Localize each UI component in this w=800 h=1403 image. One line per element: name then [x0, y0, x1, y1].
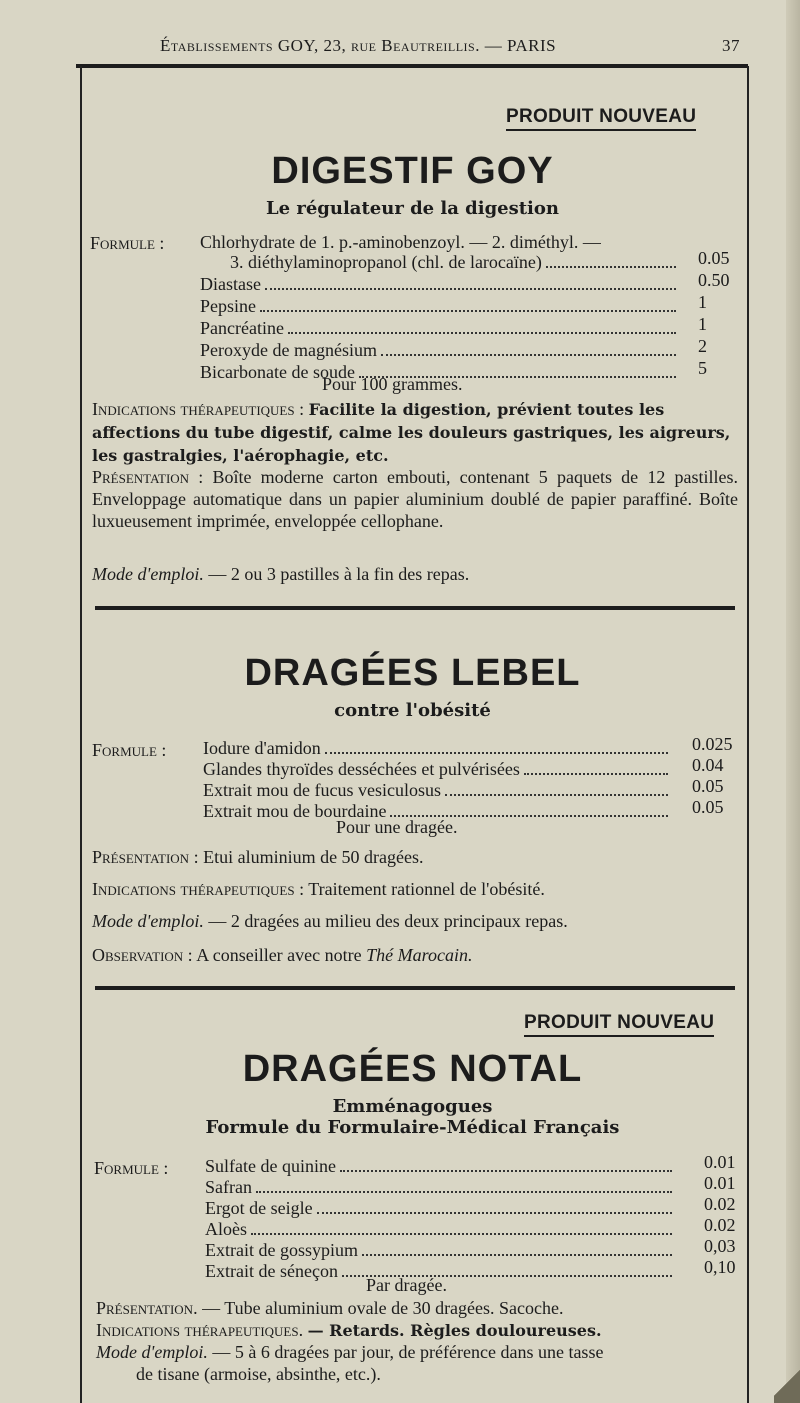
formula-item-name: Pancréatine — [200, 318, 284, 338]
indications-label: Indications thérapeutiques : — [92, 399, 305, 419]
leader-dots — [251, 1219, 672, 1235]
leader-dots — [325, 738, 668, 754]
mode-text: — 2 dragées au milieu des deux principaux repas. — [208, 911, 568, 931]
page-corner — [774, 1363, 800, 1403]
leader-dots — [340, 1156, 672, 1172]
formula-item-value: 0.01 — [704, 1152, 736, 1172]
new-product-badge: PRODUIT NOUVEAU — [506, 106, 696, 131]
observation-text: A conseiller avec notre — [196, 945, 362, 965]
formula-item-name: Safran — [205, 1177, 252, 1197]
formula-item — [200, 318, 680, 338]
mode-text: — 2 ou 3 pastilles à la fin des repas. — [208, 564, 470, 584]
product-title-digestif: DIGESTIF GOY — [271, 150, 554, 192]
indications — [96, 1320, 602, 1341]
formula-item-name: Diastase — [200, 274, 261, 294]
indications-label: Indications thérapeutiques. — [96, 1320, 304, 1340]
indications-text: — Retards. Règles douloureuses. — [307, 1321, 602, 1340]
formula-item — [205, 1156, 676, 1176]
presentation-label: Présentation : — [92, 847, 199, 867]
formula-item-name: Extrait mou de bourdaine — [203, 801, 387, 821]
formule-label: Formule : — [92, 740, 167, 760]
new-product-badge: PRODUIT NOUVEAU — [524, 1012, 714, 1037]
formula-item-value: 0,03 — [704, 1236, 736, 1256]
formula-item-value: 0.05 — [698, 248, 730, 268]
formula-quantity: Pour une dragée. — [336, 817, 458, 837]
formula-item-value: 1 — [698, 314, 707, 334]
page-edge — [786, 0, 800, 1403]
presentation-text: — Tube aluminium ovale de 30 dragées. Sacoche. — [202, 1298, 564, 1318]
formula-item-value: 0.05 — [692, 797, 724, 817]
formula-item — [200, 296, 680, 316]
presentation-label: Présentation. — [96, 1298, 198, 1318]
formula-item-value: 5 — [698, 358, 707, 378]
product-subtitle: Emménagogues — [332, 1096, 493, 1117]
product-subtitle: Le régulateur de la digestion — [265, 198, 559, 219]
formula-item-name: 3. diéthylaminopropanol (chl. de larocaïne) — [230, 252, 542, 272]
formula-item-name: Glandes thyroïdes desséchées et pulvérisées — [203, 759, 520, 779]
observation-label: Observation : — [92, 945, 193, 965]
mode-label: Mode d'emploi. — [92, 911, 204, 931]
mode-emploi — [92, 911, 568, 931]
formula-item — [205, 1240, 676, 1260]
leader-dots — [546, 252, 676, 268]
formule-label: Formule : — [90, 233, 165, 253]
presentation — [92, 847, 424, 867]
indications — [92, 398, 738, 467]
mode-label: Mode d'emploi. — [92, 564, 204, 584]
formula-item-name: Ergot de seigle — [205, 1198, 313, 1218]
indications — [92, 879, 545, 899]
formula-item-value: 2 — [698, 336, 707, 356]
presentation — [92, 466, 738, 532]
formula-item — [203, 780, 672, 800]
formula-item — [230, 252, 680, 272]
leader-dots — [362, 1240, 672, 1256]
formula-item-value: 0.04 — [692, 755, 724, 775]
formula-quantity: Par dragée. — [366, 1275, 447, 1295]
formula-item-name: Extrait de gossypium — [205, 1240, 358, 1260]
product-subtitle: contre l'obésité — [334, 700, 491, 721]
observation — [92, 945, 472, 965]
formule-label: Formule : — [94, 1158, 169, 1178]
leader-dots — [317, 1198, 672, 1214]
mode-text-continued: de tisane (armoise, absinthe, etc.). — [136, 1364, 381, 1384]
formula-item — [205, 1177, 676, 1197]
mode-label: Mode d'emploi. — [96, 1342, 208, 1362]
leader-dots — [260, 296, 676, 312]
formula-item — [203, 738, 672, 758]
indications-text: Traitement rationnel de l'obésité. — [308, 879, 545, 899]
indications-text: Facilite la digestion, prévient toutes les affections du tube digestif, calme les douleurs gastriques, les aigreurs, les gastralgies, l'aérophagie, etc. — [92, 400, 731, 465]
leader-dots — [256, 1177, 672, 1193]
formula-item-name: Bicarbonate de soude — [200, 362, 355, 382]
formula-item-value: 0.05 — [692, 776, 724, 796]
leader-dots — [265, 274, 676, 290]
leader-dots — [381, 340, 676, 356]
presentation-text: Boîte moderne carton embouti, contenant 5 paquets de 12 pastilles. Enveloppage automatique dans un papier aluminium doublé de papier paraffiné. Boîte luxueusement imprimée, enveloppée cellophane. — [92, 467, 738, 531]
product-title-lebel: DRAGÉES LEBEL — [244, 652, 581, 694]
presentation-text: Etui aluminium de 50 dragées. — [203, 847, 424, 867]
formula-item-value: 0,10 — [704, 1257, 736, 1277]
leader-dots — [288, 318, 676, 334]
formula-item-name: Pepsine — [200, 296, 256, 316]
leader-dots — [445, 780, 668, 796]
presentation — [96, 1298, 564, 1318]
presentation-label: Présentation : — [92, 467, 204, 487]
formula-item — [203, 759, 672, 779]
formula-item-value: 1 — [698, 292, 707, 312]
formula-item — [205, 1198, 676, 1218]
formula-item-value: 0.02 — [704, 1194, 736, 1214]
formula-item-name: Sulfate de quinine — [205, 1156, 336, 1176]
page-number: 37 — [722, 36, 740, 55]
formule-line: Chlorhydrate de 1. p.-aminobenzoyl. — 2. diméthyl. — — [200, 232, 601, 252]
formula-item-name: Extrait de séneçon — [205, 1261, 338, 1281]
formula-item — [200, 274, 680, 294]
section-divider — [95, 606, 735, 610]
formula-item-value: 0.025 — [692, 734, 733, 754]
formula-item-name: Iodure d'amidon — [203, 738, 321, 758]
formula-item-value: 0.02 — [704, 1215, 736, 1235]
mode-emploi — [92, 564, 469, 584]
mode-text: — 5 à 6 dragées par jour, de préférence dans une tasse — [212, 1342, 604, 1362]
product-subtitle-2: Formule du Formulaire-Médical Français — [205, 1117, 620, 1138]
formula-item-name: Peroxyde de magnésium — [200, 340, 377, 360]
product-title-notal: DRAGÉES NOTAL — [242, 1048, 583, 1090]
formula-item-name: Extrait mou de fucus vesiculosus — [203, 780, 441, 800]
leader-dots — [524, 759, 668, 775]
leader-dots — [390, 801, 668, 817]
formula-item-value: 0.01 — [704, 1173, 736, 1193]
formula-item — [205, 1219, 676, 1239]
indications-label: Indications thérapeutiques : — [92, 879, 305, 899]
formula-item-value: 0.50 — [698, 270, 730, 290]
section-divider — [95, 986, 735, 990]
observation-italic: Thé Marocain. — [366, 945, 473, 965]
mode-emploi — [96, 1342, 603, 1362]
formula-item — [200, 340, 680, 360]
formula-quantity: Pour 100 grammes. — [322, 374, 463, 394]
header-title: Établissements GOY, 23, rue Beautreillis. — PARIS — [160, 36, 557, 55]
formula-item-name: Aloès — [205, 1219, 247, 1239]
